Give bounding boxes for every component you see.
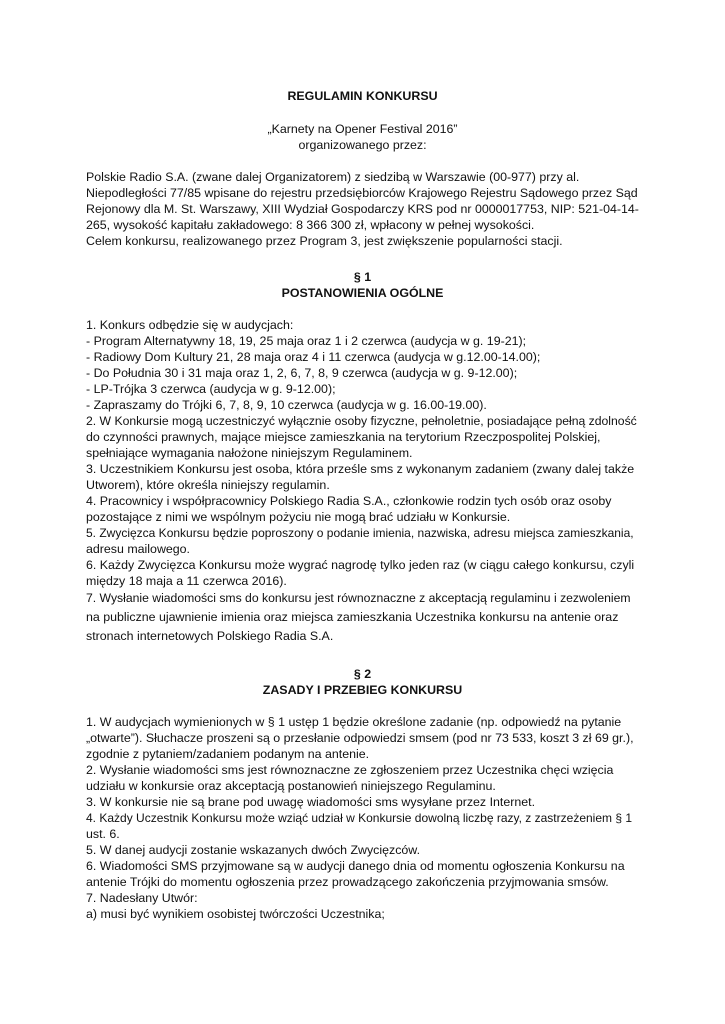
section-2-line: 3. W konkursie nie są brane pod uwagę wiadomości sms wysyłane przez Internet. [86, 795, 536, 809]
section-1-line: do czynności prawnych, mające miejsce zamieszkania na terytorium Rzeczpospolitej Polskiej, [86, 430, 601, 444]
section-2 [86, 666, 639, 922]
section-1-line: na publiczne ujawnienie imienia oraz miejsca zamieszkania Uczestnika konkursu na antenie oraz [86, 610, 619, 624]
section-2-number: § 2 [353, 667, 372, 681]
intro-line: Celem konkursu, realizowanego przez Program 3, jest zwiększenie popularności stacji. [86, 234, 563, 248]
section-1-line: - Radiowy Dom Kultury 21, 28 maja oraz 4 i 11 czerwca (audycja w g.12.00-14.00); [86, 350, 541, 364]
document-title: REGULAMIN KONKURSU [287, 89, 438, 103]
section-2-line: „otwarte”). Słuchacze proszeni są o przesłanie odpowiedzi smsem (pod nr 73 533, koszt 3 zł 69 gr.), [86, 731, 634, 745]
section-2-line: 7. Nadesłany Utwór: [86, 891, 198, 905]
section-2-line: 1. W audycjach wymienionych w § 1 ustęp 1 będzie określone zadanie (np. odpowiedź na pytanie [86, 715, 622, 729]
section-2-line: antenie Trójki do momentu ogłoszenia przez prowadzącego zakończenia przyjmowania smsów. [86, 875, 609, 889]
section-1-line: stronach internetowych Polskiego Radia S.A. [86, 629, 334, 643]
section-1-line: 5. Zwycięzca Konkursu będzie poproszony o podanie imienia, nazwiska, adresu miejsca zamieszkania, [86, 526, 634, 540]
intro-line: 265, wysokość kapitału zakładowego: 8 366 300 zł, wpłacony w pełnej wysokości. [86, 218, 535, 232]
intro-paragraph [86, 169, 639, 249]
section-1-paragraph-7 [86, 589, 639, 646]
contest-subtitle [86, 121, 639, 153]
section-1-line: 2. W Konkursie mogą uczestniczyć wyłącznie osoby fizyczne, pełnoletnie, posiadające pełną zdolność [86, 414, 637, 428]
section-1-line: spełniające wymagania nałożone niniejszym Regulaminem. [86, 446, 413, 460]
section-2-heading: ZASADY I PRZEBIEG KONKURSU [262, 683, 463, 697]
section-1-line: 1. Konkurs odbędzie się w audycjach: [86, 318, 294, 332]
section-2-line: zgodnie z pytaniem/zadaniem podanym na antenie. [86, 747, 370, 761]
intro-line: Rejonowy dla M. St. Warszawy, XIII Wydział Gospodarczy KRS pod nr 0000017753, NIP: 521-04-14- [86, 202, 639, 216]
organizer-caption: organizowanego przez: [298, 138, 427, 152]
section-1-line: 6. Każdy Zwycięzca Konkursu może wygrać nagrodę tylko jeden raz (w ciągu całego konkursu, czyli [86, 558, 635, 572]
section-1-line: pozostające z nimi we wspólnym pożyciu nie mogą brać udziału w Konkursie. [86, 510, 511, 524]
section-1-number: § 1 [353, 270, 372, 284]
section-2-line: 2. Wysłanie wiadomości sms jest równoznaczne ze zgłoszeniem przez Uczestnika chęci wzięcia [86, 763, 614, 777]
section-1 [86, 269, 639, 646]
section-1-line: 4. Pracownicy i współpracownicy Polskiego Radia S.A., członkowie rodzin tych osób oraz osoby [86, 494, 612, 508]
section-2-line: 5. W danej audycji zostanie wskazanych dwóch Zwycięzców. [86, 843, 421, 857]
section-1-line: 7. Wysłanie wiadomości sms do konkursu jest równoznaczne z akceptacją regulaminu i zezwoleniem [86, 591, 631, 605]
section-1-line: między 18 maja a 11 czerwca 2016). [86, 574, 287, 588]
intro-line: Niepodległości 77/85 wpisane do rejestru przedsiębiorców Krajowego Rejestru Sądowego przez Sąd [86, 186, 638, 200]
section-1-heading: POSTANOWIENIA OGÓLNE [281, 286, 444, 300]
section-1-line: Utworem), które określa niniejszy regulamin. [86, 478, 330, 492]
section-1-line: - Do Południa 30 i 31 maja oraz 1, 2, 6, 7, 8, 9 czerwca (audycja w g. 9-12.00); [86, 366, 518, 380]
section-1-line: - Program Alternatywny 18, 19, 25 maja oraz 1 i 2 czerwca (audycja w g. 19-21); [86, 334, 527, 348]
section-1-line: 3. Uczestnikiem Konkursu jest osoba, która prześle sms z wykonanym zadaniem (zwany dalej także [86, 462, 635, 476]
document-page [86, 88, 639, 922]
section-1-line: - Zapraszamy do Trójki 6, 7, 8, 9, 10 czerwca (audycja w g. 16.00-19.00). [86, 398, 487, 412]
section-1-line: - LP-Trójka 3 czerwca (audycja w g. 9-12.00); [86, 382, 336, 396]
section-2-line: udziału w konkursie oraz akceptacją postanowień niniejszego Regulaminu. [86, 779, 496, 793]
section-2-line: ust. 6. [86, 827, 120, 841]
intro-line: Polskie Radio S.A. (zwane dalej Organizatorem) z siedzibą w Warszawie (00-977) przy al. [86, 170, 580, 184]
section-2-line: 4. Każdy Uczestnik Konkursu może wziąć udział w Konkursie dowolną liczbę razy, z zastrzeżeniem § 1 [86, 811, 633, 825]
section-2-line: a) musi być wynikiem osobistej twórczości Uczestnika; [86, 907, 385, 921]
section-1-line: adresu mailowego. [86, 542, 191, 556]
contest-name: „Karnety na Opener Festival 2016” [267, 122, 458, 136]
section-2-line: 6. Wiadomości SMS przyjmowane są w audycji danego dnia od momentu ogłoszenia Konkursu na [86, 859, 625, 873]
